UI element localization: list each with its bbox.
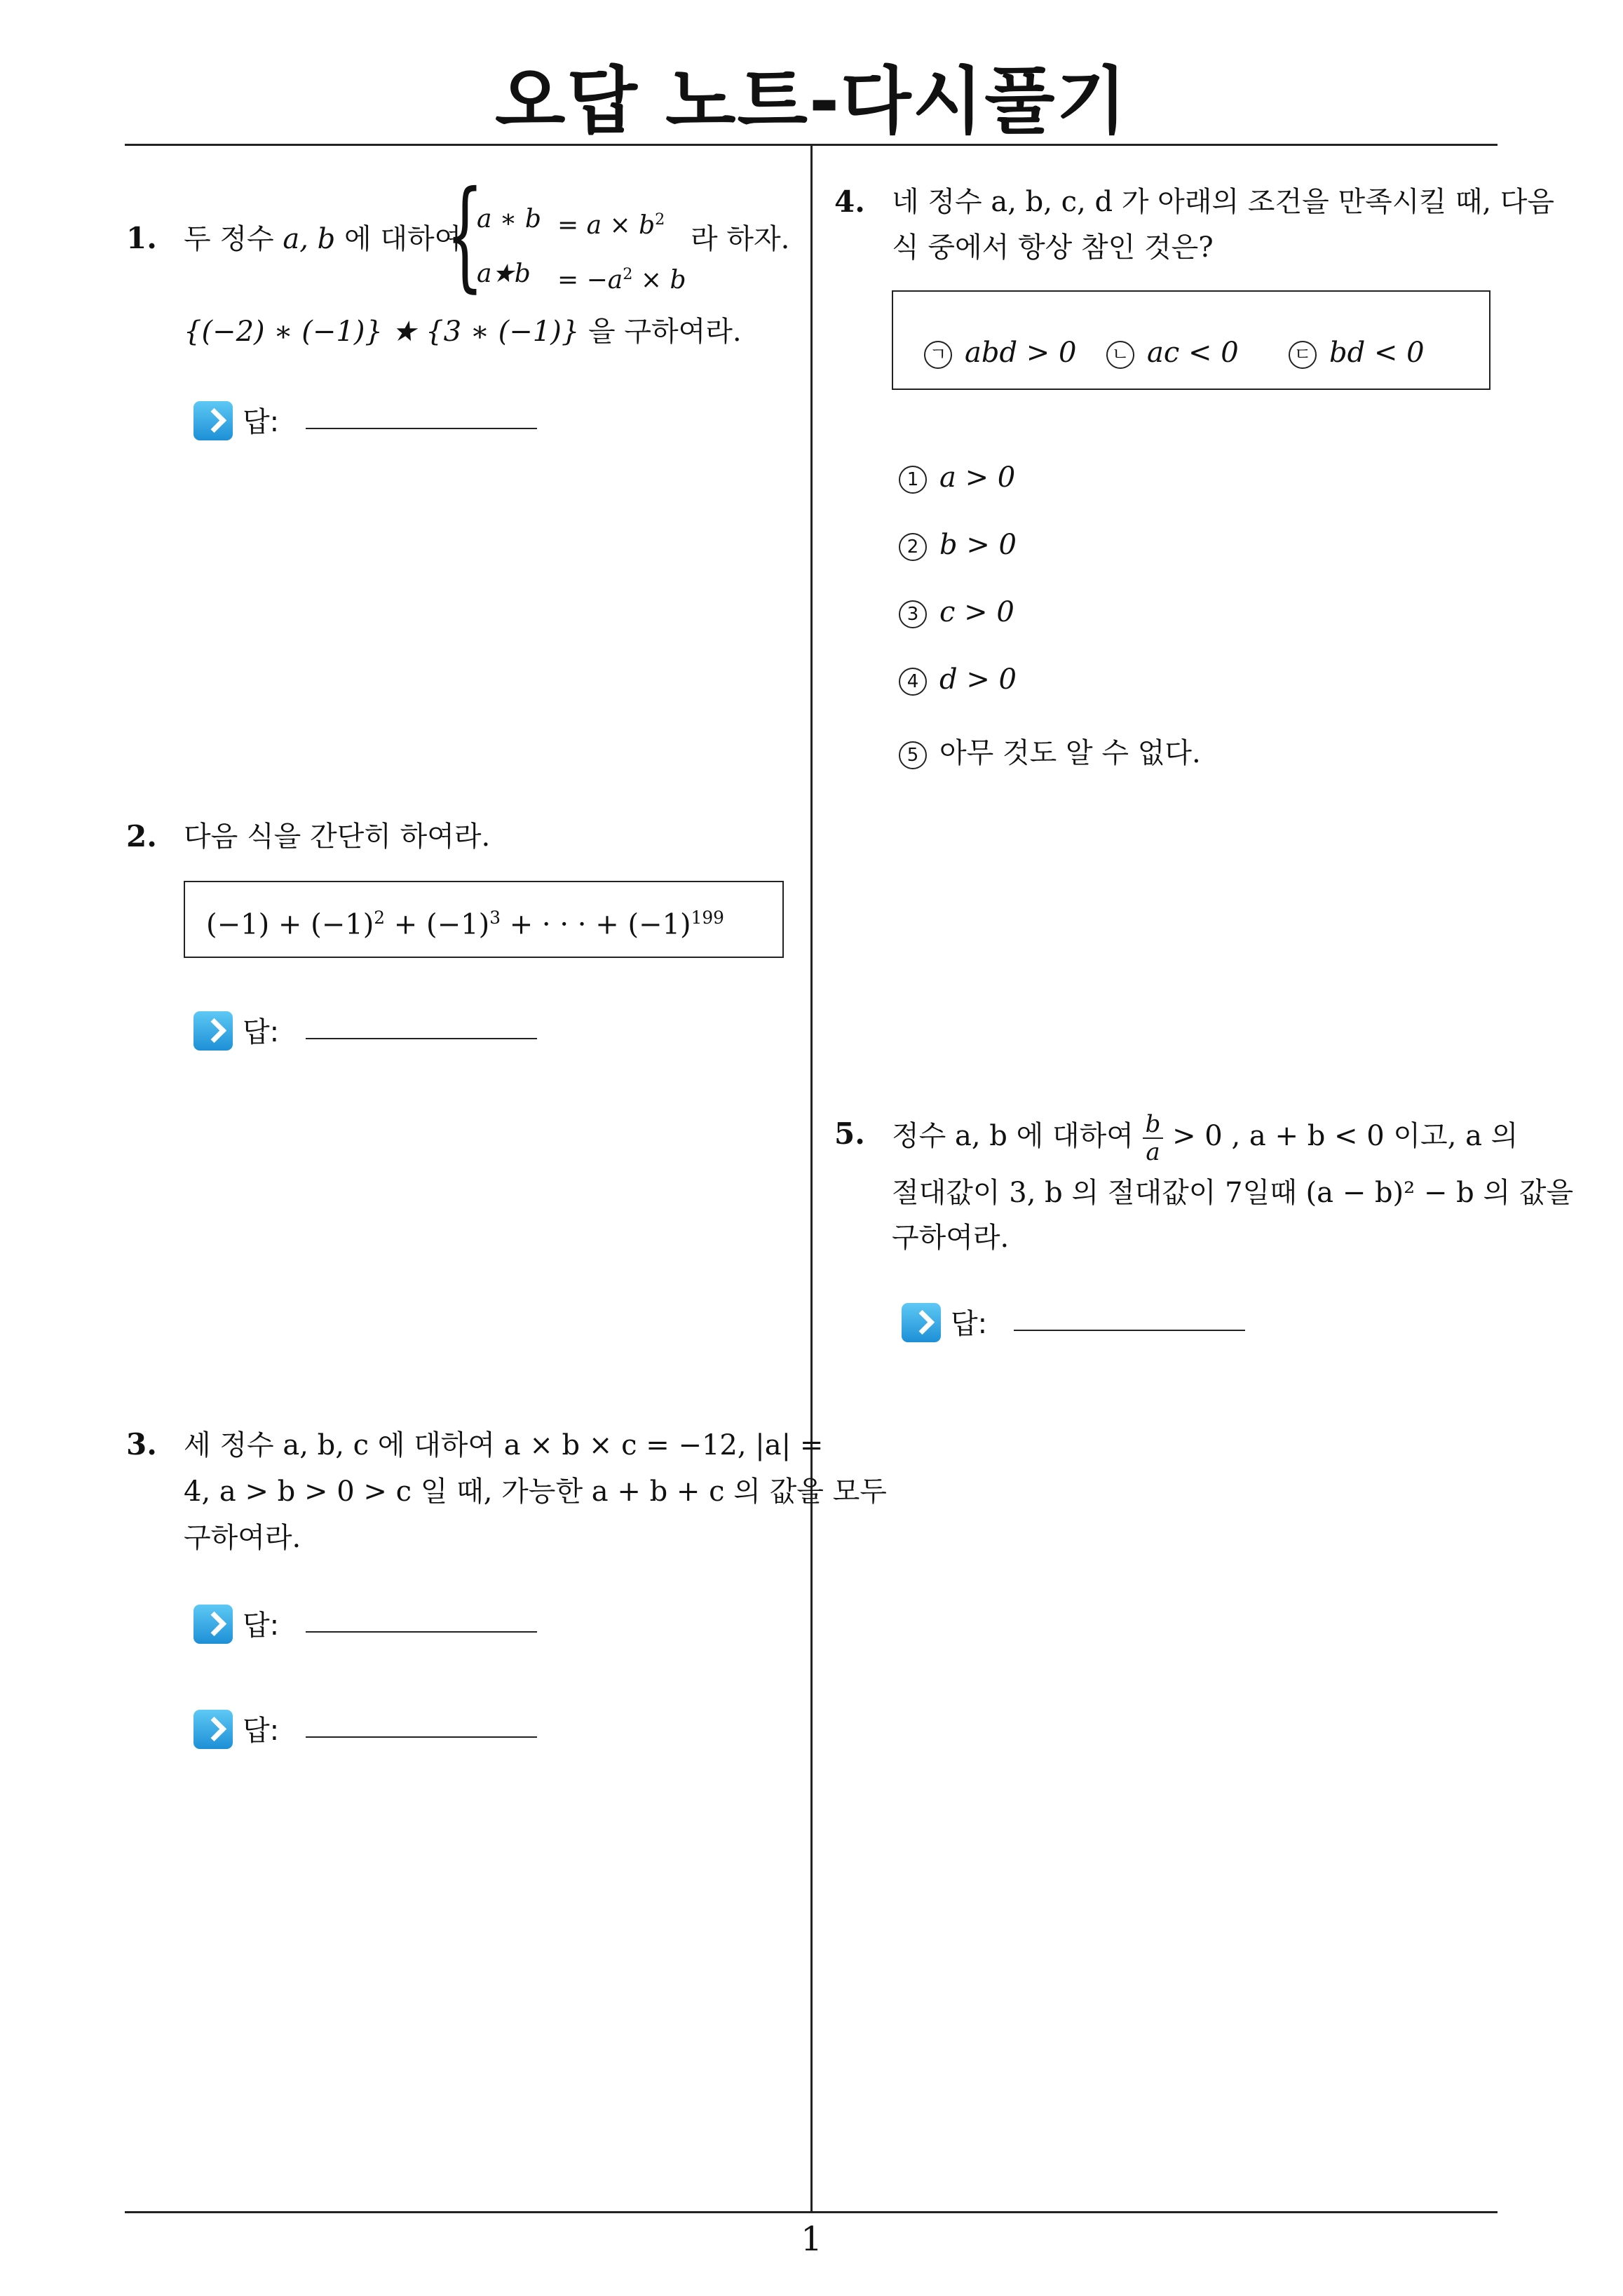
question-number: 1. (126, 221, 157, 255)
question-number: 4. (834, 184, 865, 219)
condition-expr: bd < 0 (1329, 337, 1425, 369)
choice-mark: 5 (899, 741, 927, 769)
condition-expr: ac < 0 (1147, 337, 1239, 369)
condition-item (924, 337, 1076, 369)
answer-blank[interactable] (1014, 1330, 1245, 1331)
answer-field[interactable] (193, 1605, 544, 1647)
q5-line-2: 절대값이 3, b 의 절대값이 7일때 (a − b)² − b 의 값을 (892, 1177, 1574, 1209)
answer-blank[interactable] (306, 1736, 537, 1738)
answer-blank[interactable] (306, 1631, 537, 1633)
condition-mark: ㄴ (1106, 341, 1134, 369)
column-divider (810, 146, 813, 2211)
q2-term-c: + · · · + (−1) (500, 908, 691, 941)
condition-box (892, 290, 1490, 390)
fraction-numerator: b (1143, 1111, 1164, 1139)
q1-row2-rhs-b: × b (640, 266, 686, 295)
q2-exp-c: 199 (691, 907, 724, 928)
chevron-right-icon (902, 1303, 941, 1342)
choice-text: b > 0 (939, 529, 1017, 561)
bottom-rule (125, 2211, 1498, 2213)
q4-line-2: 식 중에서 항상 참인 것은? (892, 231, 1214, 264)
answer-label: 답: (243, 406, 280, 438)
choice-5[interactable] (899, 731, 1201, 771)
chevron-right-icon (193, 1710, 233, 1749)
q1-row2-exp: 2 (623, 265, 633, 283)
choice-3[interactable] (899, 596, 1014, 628)
answer-field[interactable] (193, 1011, 544, 1053)
q1-row2-rhs: = −a (557, 266, 623, 295)
answer-blank[interactable] (306, 428, 537, 429)
answer-field[interactable] (193, 1710, 544, 1752)
page-title: 오답 노트-다시풀기 (494, 58, 1129, 144)
choice-mark: 1 (899, 466, 927, 494)
choice-text: 아무 것도 알 수 없다. (939, 737, 1201, 769)
choice-text: c > 0 (939, 596, 1014, 628)
condition-expr: abd > 0 (965, 337, 1077, 369)
condition-mark: ㄱ (924, 341, 952, 369)
q5-line-3: 구하여라. (892, 1222, 1010, 1254)
q1-row1-lhs: a ∗ b (477, 205, 541, 234)
q4-line-1: 네 정수 a, b, c, d 가 아래의 조건을 만족시킬 때, 다음 (892, 186, 1555, 218)
question-number: 3. (126, 1427, 157, 1461)
q1-row1-rhs: = a × b (557, 211, 656, 240)
answer-label: 답: (951, 1308, 988, 1340)
left-brace: { (446, 166, 484, 304)
condition-item (1289, 337, 1425, 369)
answer-label: 답: (243, 1016, 280, 1048)
condition-item (1106, 337, 1239, 369)
q1-tail: 라 하자. (691, 223, 790, 255)
choice-text: a > 0 (939, 461, 1016, 494)
answer-label: 답: (243, 1609, 280, 1642)
q3-line-3: 구하여라. (184, 1522, 301, 1554)
q2-exp-a: 2 (374, 907, 386, 928)
q1-row2-lhs: a★b (477, 259, 531, 288)
choice-mark: 4 (899, 668, 927, 696)
chevron-right-icon (193, 401, 233, 440)
chevron-right-icon (193, 1605, 233, 1644)
q2-term-a: (−1) + (−1) (206, 908, 374, 941)
answer-label: 답: (243, 1715, 280, 1747)
answer-field[interactable] (902, 1303, 1252, 1345)
q1-lead: 두 정수 (184, 223, 274, 255)
fraction-denominator: a (1146, 1138, 1160, 1166)
q1-mid: 에 대하여 (344, 223, 462, 255)
choice-mark: 2 (899, 533, 927, 561)
q1-row1-exp: 2 (655, 210, 665, 229)
question-number: 5. (834, 1116, 865, 1151)
expression-box (184, 881, 784, 958)
choice-4[interactable] (899, 663, 1017, 696)
fraction (1143, 1111, 1164, 1166)
q1-expression-tail: 을 구하여라. (588, 316, 742, 348)
choice-2[interactable] (899, 529, 1017, 561)
q5-after-fraction: > 0 , a + b < 0 이고, a 의 (1172, 1120, 1519, 1152)
choice-text: d > 0 (939, 663, 1017, 696)
choice-1[interactable] (899, 461, 1015, 494)
q2-term-b: + (−1) (385, 908, 490, 941)
q3-line-2: 4, a > b > 0 > c 일 때, 가능한 a + b + c 의 값을 모두 (184, 1475, 887, 1508)
q1-vars: a, b (283, 223, 336, 255)
chevron-right-icon (193, 1011, 233, 1051)
q3-line-1: 세 정수 a, b, c 에 대하여 a × b × c = −12, |a| = (184, 1429, 824, 1461)
page-number: 1 (801, 2220, 822, 2259)
q2-exp-b: 3 (489, 907, 501, 928)
answer-blank[interactable] (306, 1038, 537, 1039)
q1-expression: {(−2) ∗ (−1)} ★ {3 ∗ (−1)} (184, 316, 580, 348)
question-number: 2. (126, 819, 157, 853)
choice-mark: 3 (899, 600, 927, 628)
q5-lead: 정수 a, b 에 대하여 (892, 1120, 1134, 1152)
q2-text: 다음 식을 간단히 하여라. (184, 821, 491, 853)
answer-field[interactable] (193, 401, 544, 443)
condition-mark: ㄷ (1289, 341, 1317, 369)
